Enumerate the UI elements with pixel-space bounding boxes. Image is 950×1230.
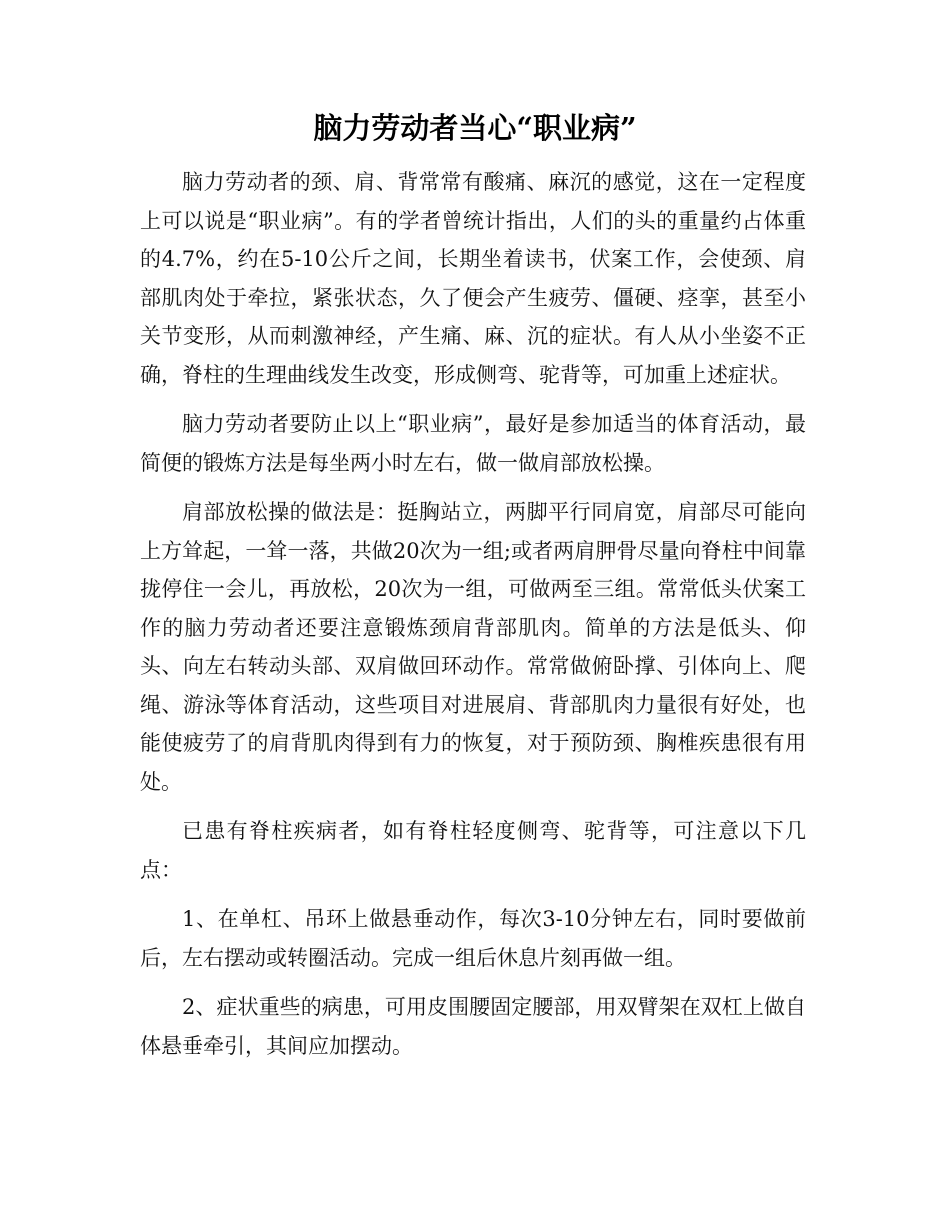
paragraph-intro: 脑力劳动者的颈、肩、背常常有酸痛、麻沉的感觉，这在一定程度上可以说是“职业病”。有的学者曾统计指出，人们的头的重量约占体重的4.7%，约在5-10公斤之间，长期坐着读书，伏案工作，会使颈、肩部肌肉处于牵拉，紧张状态，久了便会产生疲劳、僵硬、痉挛，甚至小关节变形，从而刺激神经，产生痛、麻、沉的症状。有人从小坐姿不正确，脊柱的生理曲线发生改变，形成侧弯、驼背等，可加重上述症状。 [140,170,806,387]
document-title: 脑力劳动者当心“职业病” [313,111,637,145]
paragraph-spine-patients: 已患有脊柱疾病者，如有脊柱轻度侧弯、驼背等，可注意以下几点： [140,819,806,882]
document-body [140,163,806,1076]
paragraph-shoulder-exercise: 肩部放松操的做法是：挺胸站立，两脚平行同肩宽，肩部尽可能向上方耸起，一耸一落，共做20次为一组;或者两肩胛骨尽量向脊柱中间靠拢停住一会儿，再放松，20次为一组，可做两至三组。常常低头伏案工作的脑力劳动者还要注意锻炼颈肩背部肌肉。简单的方法是低头、仰头、向左右转动头部、双肩做回环动作。常常做俯卧撑、引体向上、爬绳、游泳等体育活动，这些项目对进展肩、背部肌肉力量很有好处，也能使疲劳了的肩背肌肉得到有力的恢复，对于预防颈、胸椎疾患很有用处。 [140,500,806,794]
paragraph-tip-1: 1、在单杠、吊环上做悬垂动作，每次3-10分钟左右，同时要做前后，左右摆动或转圈活动。完成一组后休息片刻再做一组。 [140,907,806,970]
paragraph-tip-2: 2、症状重些的病患，可用皮围腰固定腰部，用双臂架在双杠上做自体悬垂牵引，其间应加摆动。 [140,995,806,1058]
paragraph-prevention: 脑力劳动者要防止以上“职业病”，最好是参加适当的体育活动，最简便的锻炼方法是每坐两小时左右，做一做肩部放松操。 [140,412,806,475]
